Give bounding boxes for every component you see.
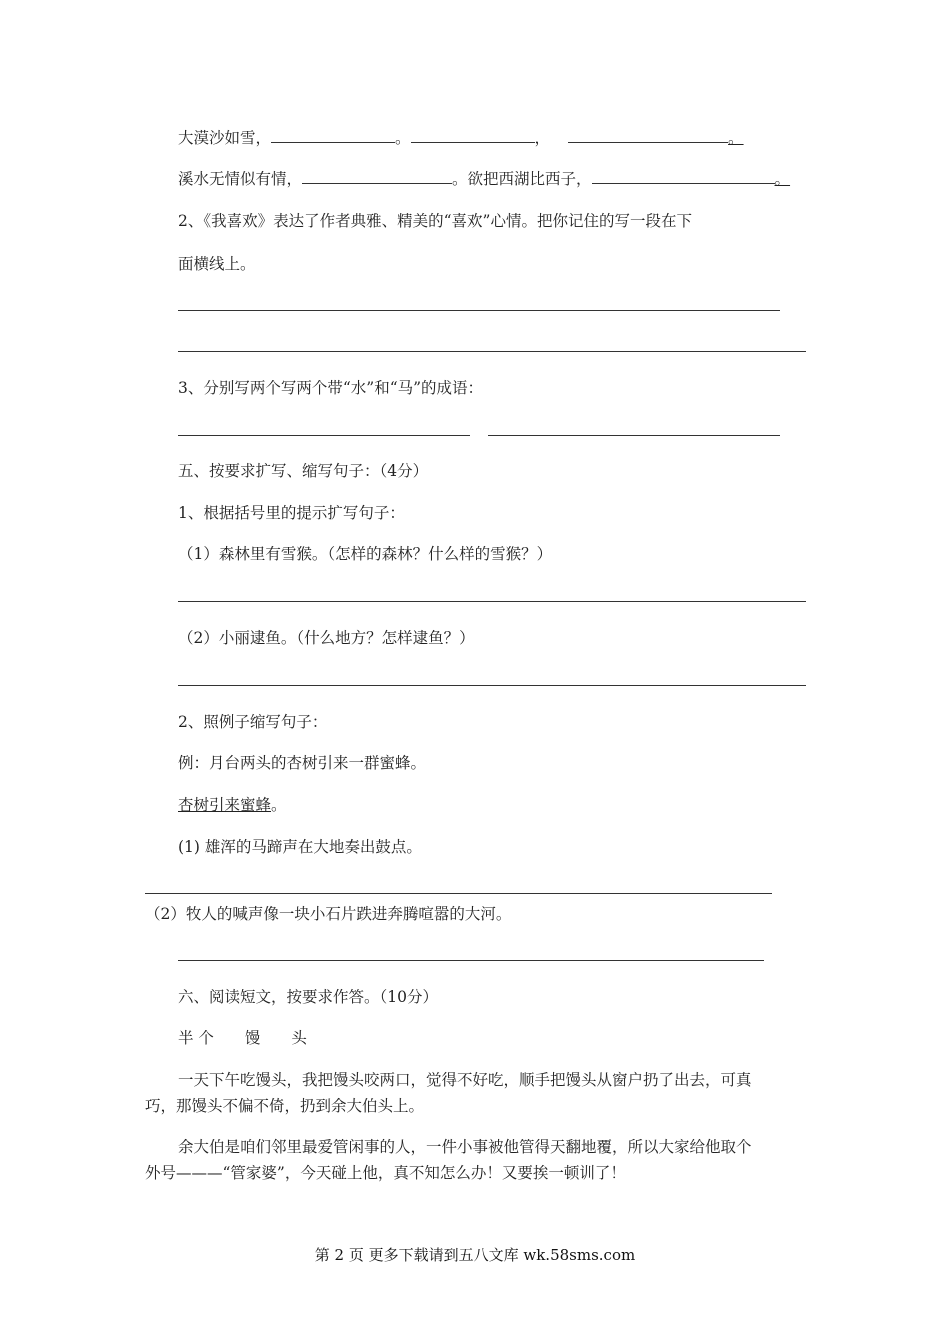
section-5-q1: 1、根据括号里的提示扩写句子： [178,504,405,522]
section-5-q2-item-2: （2）牧人的喊声像一块小石片跌进奔腾喧嚣的大河。 [145,905,512,923]
answer-line[interactable] [178,685,806,686]
section-5-q2: 2、照例子缩写句子： [178,713,328,731]
poem-text: 大漠沙如雪， [178,129,272,147]
question-2-line-1: 2、《我喜欢》表达了作者典雅、精美的“喜欢”心情。把你记住的写一段在下 [178,212,692,230]
answer-line[interactable] [178,351,806,352]
answer-blank[interactable] [271,128,395,143]
poem-line-1 [178,128,744,148]
answer-line[interactable] [178,435,470,436]
poem-text: 溪水无情似有情， [178,170,303,188]
punct: 。 [728,129,744,147]
answer-line[interactable] [178,310,780,311]
answer-blank[interactable] [592,169,775,184]
answer-blank[interactable] [302,169,452,184]
answer-line[interactable] [488,435,780,436]
question-2-line-2: 面横线上。 [178,255,256,273]
punct: ， [534,129,551,147]
section-6-heading: 六、阅读短文，按要求作答。（10分） [178,988,438,1006]
answer-line[interactable] [178,960,764,961]
section-5-q2-item-1: (1) 雄浑的马蹄声在大地奏出鼓点。 [178,838,422,856]
paragraph-2-line-2: 外号———“管家婆”，今天碰上他，真不知怎么办！又要挨一顿训了！ [145,1164,626,1182]
section-5-q1-item-2: （2）小丽逮鱼。（什么地方？怎样逮鱼？） [178,629,475,647]
example-sentence: 例：月台两头的杏树引来一群蜜蜂。 [178,754,427,772]
paragraph-1-line-1: 一天下午吃馒头，我把馒头咬两口，觉得不好吃，顺手把馒头从窗户扔了出去，可真 [178,1071,752,1089]
answer-line[interactable] [178,601,806,602]
section-5-heading: 五、按要求扩写、缩写句子：（4分） [178,462,429,480]
question-3: 3、分别写两个写两个带“水”和“马”的成语： [178,379,484,397]
poem-line-2 [178,169,790,189]
punct: 。 [271,796,287,814]
section-5-q1-item-1: （1）森林里有雪猴。（怎样的森林？什么样的雪猴？） [178,545,553,563]
poem-text: 。欲把西湖比西子， [452,170,592,188]
example-answer [178,795,287,815]
punct: 。 [774,170,791,188]
answer-line[interactable] [145,893,772,894]
page-footer: 第 2 页 更多下载请到五八文库 wk.58sms.com [314,1246,636,1264]
answer-blank[interactable] [423,128,535,143]
answer-blank[interactable] [568,128,728,143]
blank-gap [411,128,423,143]
story-title: 半 个 馒 头 [178,1029,307,1047]
punct: 。 [395,129,411,147]
paragraph-2-line-1: 余大伯是咱们邻里最爱管闲事的人，一件小事被他管得天翻地覆，所以大家给他取个 [178,1138,752,1156]
paragraph-1-line-2: 巧，那馒头不偏不倚，扔到余大伯头上。 [145,1097,425,1115]
example-answer-underlined: 杏树引来蜜蜂 [178,796,272,814]
